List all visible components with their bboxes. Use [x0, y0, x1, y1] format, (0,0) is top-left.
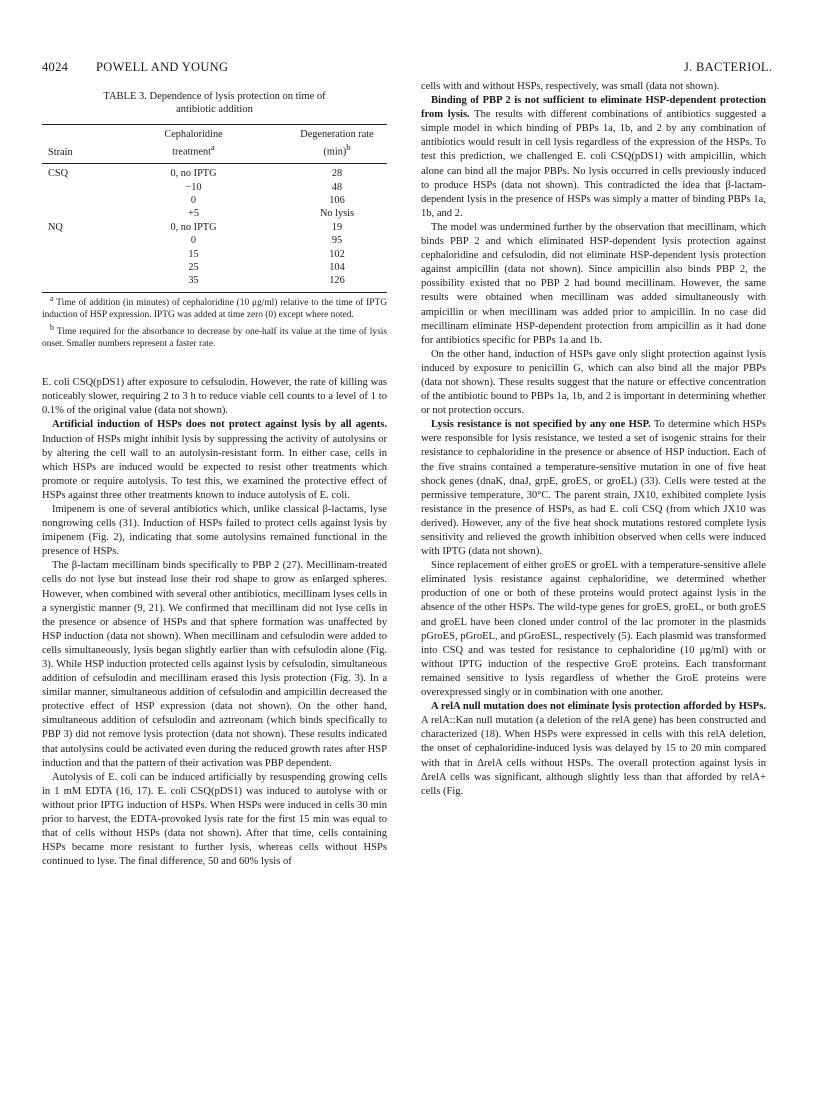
- cell-rate: 126: [287, 274, 387, 292]
- cell-treatment: 0: [190, 235, 197, 247]
- page-number: 4024: [42, 60, 69, 74]
- paragraph: The model was undermined further by the observation that mecillinam, which binds PBP 2 and which eliminated HSP-dependent lysis protection against cephaloridine and cefsulodin, did not eliminate HSP-dependent lysis protection against ampicillin (data not shown). Since ampicillin also binds PBP 2, the possibility existed that no PBP 2 had bound mecillinam. However, the same results were obtained when mecillinam was added simultaneously with ampicillin or when mecillinam was added prior to ampicillin. In no case did mecillinam eliminate HSP-dependent protection from ampicillin as it had done for antibiotics specific for PBPs 1a and 1b.: [421, 221, 766, 346]
- section-heading: A relA null mutation does not eliminate lysis protection afforded by HSPs.: [431, 701, 766, 713]
- col-header-rate-line1: Degeneration rate: [300, 129, 374, 140]
- cell-strain: [42, 248, 100, 261]
- paragraph: Autolysis of E. coli can be induced artificially by resuspending growing cells in 1 mM EDTA (16, 17). E. coli CSQ(pDS1) was induced to autolyse with or without prior IPTG induction of HSPs. When HSPs were induced in cells 30 min prior to harvest, the EDTA-provoked lysis rate for the first 15 min was equal to that of cells without HSPs (data not shown). After that time, cells containing HSPs became more resistant to further lysis, whereas cells without HSPs continued to lyse. The final difference, 50 and 60% lysis of: [42, 771, 387, 868]
- section-heading: Binding of PBP 2 is not sufficient to eliminate HSP-dependent protection from lysis.: [421, 95, 766, 121]
- cell-rate: 19: [331, 221, 343, 233]
- cell-strain: [42, 181, 100, 194]
- col-header-treatment-line1: Cephaloridine: [164, 129, 223, 140]
- cell-treatment: −10: [185, 181, 202, 193]
- cell-treatment: 0, no IPTG: [170, 221, 217, 233]
- col-header-rate-line2: (min): [323, 146, 347, 158]
- footnote-b-text: Time required for the absorbance to decrease by one-half its value at the time of lysis onset. Smaller numbers represent a faster rate.: [42, 327, 387, 350]
- table-row: [42, 164, 387, 181]
- cell-treatment: +5: [188, 208, 199, 220]
- table-row: [42, 261, 387, 274]
- table-row: [42, 274, 387, 292]
- col-header-treatment-line2: treatment: [172, 146, 212, 158]
- section-heading: Artificial induction of HSPs does not protect against lysis by all agents.: [52, 419, 387, 431]
- paragraph: cells with and without HSPs, respectively, was small (data not shown).: [421, 81, 720, 92]
- table-footnote-a: [42, 293, 387, 321]
- cell-rate: 48: [331, 181, 343, 193]
- paragraph: E. coli CSQ(pDS1) after exposure to cefsulodin. However, the rate of killing was noticeably slower, requiring 2 to 3 h to reduce viable cell counts to a level of 1 to 0.1% of the original value (data not shown).: [42, 377, 387, 417]
- cell-strain: CSQ: [48, 168, 69, 180]
- cell-strain: [42, 261, 100, 274]
- footnote-mark: b: [346, 142, 351, 153]
- paragraph-text: Induction of HSPs might inhibit lysis by suppressing the activity of autolysins or by altering the cell wall to an autolysin-resistant form. In either case, cells in which HSPs are induced would be expected to resist other treatments which promote or require autolysis. To test this, we examined the protective effect of HSPs against three other treatments known to induce autolysis of E. coli.: [42, 433, 387, 501]
- paragraph-text: To determine which HSPs were responsible for lysis resistance, we tested a set of isogenic strains for their resistance to cephaloridine in the presence or absence of HSP induction. Each of the five strains contained a temperature-sensitive mutation in one of five heat shock genes (dnaK, dnaJ, grpE, groES, or groEL) (33). Cells were tested at the permissive temperature, 30°C. The parent strain, JX10, exhibited complete lysis resistance in the presence of HSPs, as had E. coli CSQ (from which JX10 was derived). However, any of the five heat shock mutations restored complete lysis sensitivity and relieved the growth inhibition observed when cells were induced with IPTG (data not shown).: [421, 419, 766, 558]
- section-paragraph: [421, 700, 766, 799]
- cell-treatment: 35: [100, 274, 287, 292]
- paragraph: The β-lactam mecillinam binds specifically to PBP 2 (27). Mecillinam-treated cells do not lyse but instead lose their rod shape to grow as enlarged spheres. However, when combined with several other antibiotics, mecillinam lyses cells in a synergistic manner (9, 21). We confirmed that mecillinam did not lyse cells in the presence or absence of HSPs and that sphere formation was unaffected by HSP induction (data not shown). When mecillinam and cefsulodin were added to cells simultaneously, lysis began slightly earlier than with cefsulodin alone (Fig. 3). While HSP induction protected cells against lysis by cefsulodin, simultaneous addition of cefsulodin and mecillinam erased this lysis protection (Fig. 3). In a similar manner, simultaneous addition of cefsulodin and ampicillin decreased the protective effect of HSP expression (data not shown). On the other hand, simultaneous addition of cefsulodin and aztreonam (which binds specifically to PBP 3) did not remove lysis protection (data not shown). These results indicated that autolysins could be activated even during the reduced growth rates after HSP induction and that the pattern of their activation was PBP dependent.: [42, 560, 387, 769]
- cell-rate: 104: [329, 262, 345, 274]
- paragraph: Since replacement of either groES or groEL with a temperature-sensitive allele eliminated lysis resistance against cephaloridine, we determined whether production of one or both of these proteins would protect against lysis in the absence of the other HSPs. The wild-type genes for groES, groEL, or both groES and groEL have been cloned under control of the lac promoter in the plasmids pGroES, pGroEL, and pGroESL, respectively (5). Each plasmid was transformed into CSQ and was tested for resistance to cephaloridine (10 μg/ml) with or without IPTG induction of the respective GroE proteins. Each transformant remained sensitive to lysis regardless of whether the GroE proteins were overexpressed singly or in combination with one another.: [421, 560, 766, 699]
- section-paragraph: [421, 94, 766, 221]
- cell-strain: [42, 274, 100, 292]
- cell-rate: 102: [329, 248, 345, 260]
- cell-rate: No lysis: [319, 208, 355, 220]
- col-header-treatment: [100, 125, 287, 164]
- cell-strain: [42, 207, 100, 220]
- cell-strain: [42, 194, 100, 207]
- table3-grid: [42, 124, 387, 293]
- cell-strain: NQ: [48, 221, 63, 233]
- col-header-strain: Strain: [42, 125, 100, 164]
- journal-name: J. BACTERIOL.: [684, 60, 773, 74]
- left-column: [42, 85, 387, 869]
- section-paragraph: [42, 418, 387, 503]
- footnote-mark: a: [211, 142, 215, 153]
- cell-treatment: 0: [190, 195, 197, 207]
- table-row: [42, 181, 387, 194]
- cell-treatment: 0, no IPTG: [170, 168, 217, 180]
- cell-rate: 106: [329, 195, 345, 207]
- right-column: [421, 80, 766, 799]
- paragraph: Imipenem is one of several antibiotics which, unlike classical β-lactams, lyse nongrowing cells (31). Induction of HSPs failed to protect cells against lysis by imipenem (Fig. 2), indicating that some autolysins remained functional in the presence of HSPs.: [42, 503, 387, 558]
- table-row: [42, 234, 387, 247]
- cell-strain: [42, 234, 100, 247]
- table-3: [42, 90, 387, 350]
- cell-rate: 28: [331, 168, 343, 180]
- table-caption: [42, 90, 387, 116]
- running-authors: POWELL AND YOUNG: [96, 60, 229, 74]
- footnote-a-text: Time of addition (in minutes) of cephaloridine (10 μg/ml) relative to the time of IPTG induction of HSP expression. IPTG was added at time zero (0) except where noted.: [42, 298, 387, 321]
- paragraph-text: The results with different combinations of antibiotics suggested a simple model in which binding of PBPs 1a, 1b, and 2 by any combination of antibiotics would result in cell lysis regardless of the expression of the HSPs. To test this prediction, we challenged E. coli CSQ(pDS1) with ampicillin, which alone can bind all the major PBPs. No lysis occurred in cells previously induced to produce HSPs (data not shown). This contradicted the idea that β-lactam-dependent lysis in the presence of HSPs was simply a matter of binding PBPs 1a, 1b, and 2.: [421, 109, 766, 219]
- cell-treatment: 15: [188, 248, 199, 260]
- footnote-mark: a: [50, 293, 54, 303]
- table-row: [42, 207, 387, 220]
- table-row: [42, 221, 387, 234]
- table-caption-line2: antibiotic addition: [176, 104, 253, 115]
- cell-rate: 95: [331, 235, 343, 247]
- section-heading: Lysis resistance is not specified by any one HSP.: [431, 419, 651, 431]
- table-row: [42, 248, 387, 261]
- table-header-row: [42, 125, 387, 164]
- paragraph: On the other hand, induction of HSPs gave only slight protection against lysis induced by exposure to penicillin G, which can also bind all the major PBPs (data not shown). These results suggest that the nature or effective concentration of the antibiotic bound to PBPs 1a, 1b, and 2 is important in determining whether or not protection occurs.: [421, 348, 766, 417]
- table-caption-line1: TABLE 3. Dependence of lysis protection on time of: [103, 91, 326, 102]
- cell-treatment: 25: [188, 262, 199, 274]
- footnote-mark: b: [50, 323, 54, 333]
- col-header-rate: [287, 125, 387, 164]
- table-row: [42, 194, 387, 207]
- paragraph-text: A relA::Kan null mutation (a deletion of the relA gene) has been constructed and characterized (18). When HSPs were expressed in cells with this relA deletion, the onset of cephaloridine-induced lysis was delayed by 15 to 20 min compared with that in ΔrelA cells without HSPs. The overall protection against lysis in ΔrelA cells was significant, although slightly less than that afforded by relA+ cells (Fig.: [421, 715, 766, 797]
- table-footnote-b: [42, 322, 387, 350]
- section-paragraph: [421, 418, 766, 559]
